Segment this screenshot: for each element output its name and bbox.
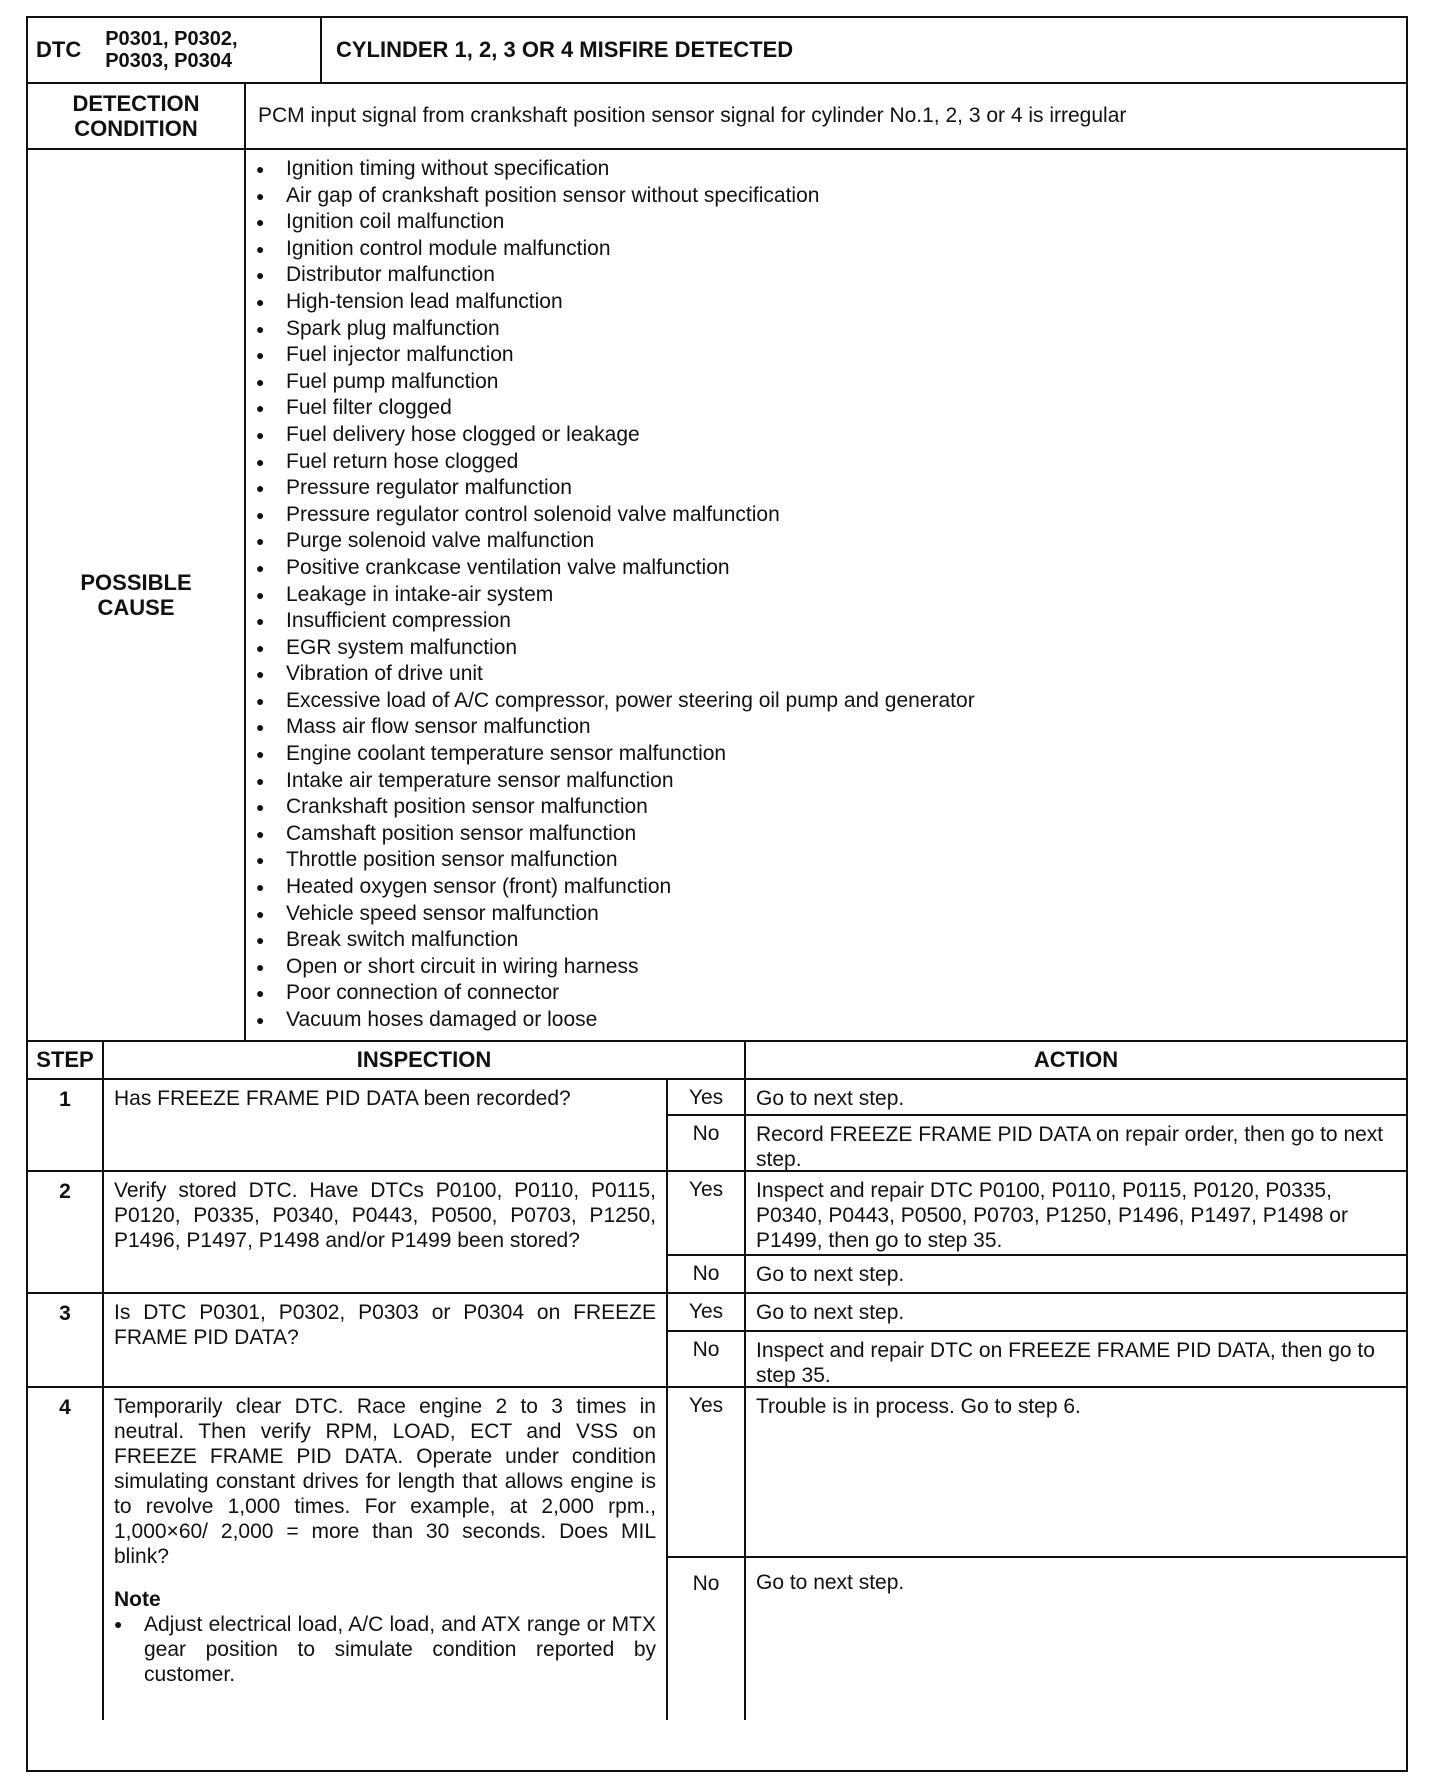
detection-condition-label: DETECTION CONDITION xyxy=(28,84,246,148)
cause-text: High-tension lead malfunction xyxy=(286,289,563,313)
cause-text: EGR system malfunction xyxy=(286,635,518,659)
cause-text: Ignition timing without specification xyxy=(286,157,610,180)
cause-item xyxy=(256,901,1406,928)
bullet-icon: ● xyxy=(256,879,265,896)
cause-text: Camshaft position sensor malfunction xyxy=(286,821,637,845)
bullet-icon: ● xyxy=(256,586,265,603)
bullet-icon: ● xyxy=(256,932,265,949)
cause-text: Mass air flow sensor malfunction xyxy=(286,715,591,739)
cause-item xyxy=(256,502,1406,529)
no-action: Go to next step. xyxy=(746,1256,1406,1294)
cause-item xyxy=(256,395,1406,422)
cause-text: Poor connection of connector xyxy=(286,981,560,1005)
cause-item xyxy=(256,262,1406,289)
cause-text: Excessive load of A/C compressor, power steering oil pump and generator xyxy=(286,688,975,712)
bullet-icon: ● xyxy=(256,692,265,709)
note-text: Adjust electrical load, A/C load, and ATX range or MTX gear position to simulate condition reported by customer. xyxy=(144,1613,656,1686)
bullet-icon: ● xyxy=(256,267,265,284)
bullet-icon: ● xyxy=(256,852,265,869)
dtc-header-row xyxy=(28,18,1406,84)
cause-item xyxy=(256,874,1406,901)
bullet-icon: ● xyxy=(256,639,265,656)
cause-text: Fuel return hose clogged xyxy=(286,449,519,473)
step-inspection: Has FREEZE FRAME PID DATA been recorded? xyxy=(104,1080,668,1172)
yes-label: Yes xyxy=(668,1080,746,1116)
dtc-codes-line-2: P0303, P0304 xyxy=(105,50,232,72)
bullet-icon: ● xyxy=(256,480,265,497)
cause-text: Fuel filter clogged xyxy=(286,396,452,420)
step-number: 3 xyxy=(28,1294,104,1388)
bullet-icon: ● xyxy=(256,293,265,310)
cause-item xyxy=(256,449,1406,476)
cause-item xyxy=(256,316,1406,343)
cause-text: Insufficient compression xyxy=(286,609,511,633)
bullet-icon: ● xyxy=(256,400,265,417)
cause-item xyxy=(256,183,1406,210)
bullet-icon: ● xyxy=(256,772,265,789)
bullet-icon: ● xyxy=(256,506,265,523)
cause-item xyxy=(256,847,1406,874)
dtc-codes xyxy=(105,28,237,72)
cause-item xyxy=(256,794,1406,821)
no-label: No xyxy=(668,1558,746,1720)
cause-text: Heated oxygen sensor (front) malfunction xyxy=(286,875,672,899)
no-label: No xyxy=(668,1332,746,1388)
cause-item xyxy=(256,475,1406,502)
yes-label: Yes xyxy=(668,1294,746,1332)
cause-text: Ignition coil malfunction xyxy=(286,210,505,234)
bullet-icon: ● xyxy=(256,214,265,231)
step-inspection: Is DTC P0301, P0302, P0303 or P0304 on FREEZE FRAME PID DATA? xyxy=(104,1294,668,1388)
yes-action: Go to next step. xyxy=(746,1294,1406,1332)
cause-text: Break switch malfunction xyxy=(286,928,519,952)
bullet-icon: ● xyxy=(256,373,265,390)
cause-text: Spark plug malfunction xyxy=(286,316,500,340)
cause-text: Crankshaft position sensor malfunction xyxy=(286,795,648,819)
no-label: No xyxy=(668,1116,746,1172)
step-number: 1 xyxy=(28,1080,104,1172)
cause-item xyxy=(256,954,1406,981)
no-action: Record FREEZE FRAME PID DATA on repair order, then go to next step. xyxy=(746,1116,1406,1172)
yes-action: Trouble is in process. Go to step 6. xyxy=(746,1388,1406,1558)
cause-item xyxy=(256,342,1406,369)
cause-text: Open or short circuit in wiring harness xyxy=(286,954,639,978)
no-label: No xyxy=(668,1256,746,1294)
yes-label: Yes xyxy=(668,1388,746,1558)
cause-text: Vacuum hoses damaged or loose xyxy=(286,1008,598,1031)
cause-text: Vibration of drive unit xyxy=(286,662,483,686)
cause-item xyxy=(256,289,1406,316)
cause-item xyxy=(256,768,1406,795)
yes-label: Yes xyxy=(668,1172,746,1256)
cause-item xyxy=(256,582,1406,609)
bullet-icon: ● xyxy=(256,559,265,576)
cause-item xyxy=(256,422,1406,449)
inspection-column-header: INSPECTION xyxy=(104,1042,746,1080)
cause-item xyxy=(256,741,1406,768)
possible-cause-list xyxy=(246,150,1406,1040)
bullet-icon: ● xyxy=(256,187,265,204)
cause-item xyxy=(256,821,1406,848)
bullet-icon: ● xyxy=(256,347,265,364)
bullet-icon: ● xyxy=(114,1616,123,1632)
bullet-icon: ● xyxy=(256,426,265,443)
steps-table xyxy=(28,1042,1406,1720)
cause-text: Fuel injector malfunction xyxy=(286,343,514,367)
cause-text: Pressure regulator control solenoid valve malfunction xyxy=(286,502,780,526)
step-inspection-block xyxy=(104,1388,668,1720)
cause-item xyxy=(256,661,1406,688)
cause-item xyxy=(256,528,1406,555)
cause-item xyxy=(256,608,1406,635)
bullet-icon: ● xyxy=(256,905,265,922)
bullet-icon: ● xyxy=(256,825,265,842)
cause-text: Pressure regulator malfunction xyxy=(286,476,572,500)
cause-text: Air gap of crankshaft position sensor without specification xyxy=(286,183,820,207)
cause-item xyxy=(256,714,1406,741)
bullet-icon: ● xyxy=(256,453,265,470)
cause-item xyxy=(256,555,1406,582)
note-item xyxy=(114,1612,656,1687)
cause-text: Fuel pump malfunction xyxy=(286,369,499,393)
cause-text: Leakage in intake-air system xyxy=(286,582,554,606)
bullet-icon: ● xyxy=(256,666,265,683)
bullet-icon: ● xyxy=(256,1012,265,1028)
cause-text: Ignition control module malfunction xyxy=(286,236,611,260)
possible-cause-row xyxy=(28,150,1406,1042)
step-number: 2 xyxy=(28,1172,104,1294)
step-number: 4 xyxy=(28,1388,104,1720)
dtc-label: DTC xyxy=(36,37,82,62)
dtc-title: CYLINDER 1, 2, 3 OR 4 MISFIRE DETECTED xyxy=(336,37,794,62)
cause-item xyxy=(256,688,1406,715)
possible-cause-label: POSSIBLE CAUSE xyxy=(28,150,246,1040)
step-column-header: STEP xyxy=(28,1042,104,1080)
cause-item xyxy=(256,209,1406,236)
cause-item xyxy=(256,980,1406,1007)
cause-text: Vehicle speed sensor malfunction xyxy=(286,901,599,925)
cause-item xyxy=(256,369,1406,396)
bullet-icon: ● xyxy=(256,719,265,736)
step-inspection: Temporarily clear DTC. Race engine 2 to 3 times in neutral. Then verify RPM, LOAD, ECT and VSS on FREEZE FRAME PID DATA. Operate under condition simulating constant drives for length that allows engine is to revolve 1,000 times. For example, at 2,000 rpm., 1,000×60/ 2,000 = more than 30 seconds. Does MIL blink? xyxy=(114,1395,656,1568)
no-action: Inspect and repair DTC on FREEZE FRAME PID DATA, then go to step 35. xyxy=(746,1332,1406,1388)
detection-condition-text: PCM input signal from crankshaft position sensor signal for cylinder No.1, 2, 3 or 4 is irregular xyxy=(258,104,1127,127)
dtc-table xyxy=(26,16,1408,1772)
yes-action: Go to next step. xyxy=(746,1080,1406,1116)
cause-text: Fuel delivery hose clogged or leakage xyxy=(286,422,640,446)
bullet-icon: ● xyxy=(256,533,265,550)
cause-text: Purge solenoid valve malfunction xyxy=(286,529,595,553)
bullet-icon: ● xyxy=(256,958,265,975)
no-action: Go to next step. xyxy=(756,1571,905,1594)
cause-text: Positive crankcase ventilation valve malfunction xyxy=(286,555,730,579)
bullet-icon: ● xyxy=(256,320,265,337)
cause-text: Distributor malfunction xyxy=(286,263,495,287)
action-column-header: ACTION xyxy=(746,1042,1406,1080)
cause-item xyxy=(256,236,1406,263)
cause-text: Intake air temperature sensor malfunction xyxy=(286,768,674,792)
cause-item xyxy=(256,1007,1406,1034)
bullet-icon: ● xyxy=(256,161,265,177)
cause-item xyxy=(256,927,1406,954)
bullet-icon: ● xyxy=(256,985,265,1002)
bullet-icon: ● xyxy=(256,799,265,816)
dtc-code-cell xyxy=(28,18,322,82)
cause-item xyxy=(256,156,1406,183)
detection-condition-row xyxy=(28,84,1406,150)
bullet-icon: ● xyxy=(256,746,265,763)
note-title: Note xyxy=(114,1588,161,1611)
cause-text: Engine coolant temperature sensor malfunction xyxy=(286,742,727,766)
bullet-icon: ● xyxy=(256,240,265,257)
bullet-icon: ● xyxy=(256,613,265,630)
step-inspection: Verify stored DTC. Have DTCs P0100, P0110, P0115, P0120, P0335, P0340, P0443, P0500, P0703, P1250, P1496, P1497, P1498 and/or P1499 been stored? xyxy=(104,1172,668,1294)
cause-item xyxy=(256,635,1406,662)
dtc-codes-line-1: P0301, P0302, xyxy=(105,28,238,50)
cause-text: Throttle position sensor malfunction xyxy=(286,848,618,872)
yes-action: Inspect and repair DTC P0100, P0110, P0115, P0120, P0335, P0340, P0443, P0500, P0703, P1250, P1496, P1497, P1498 or P1499, then go to step 35. xyxy=(746,1172,1406,1256)
